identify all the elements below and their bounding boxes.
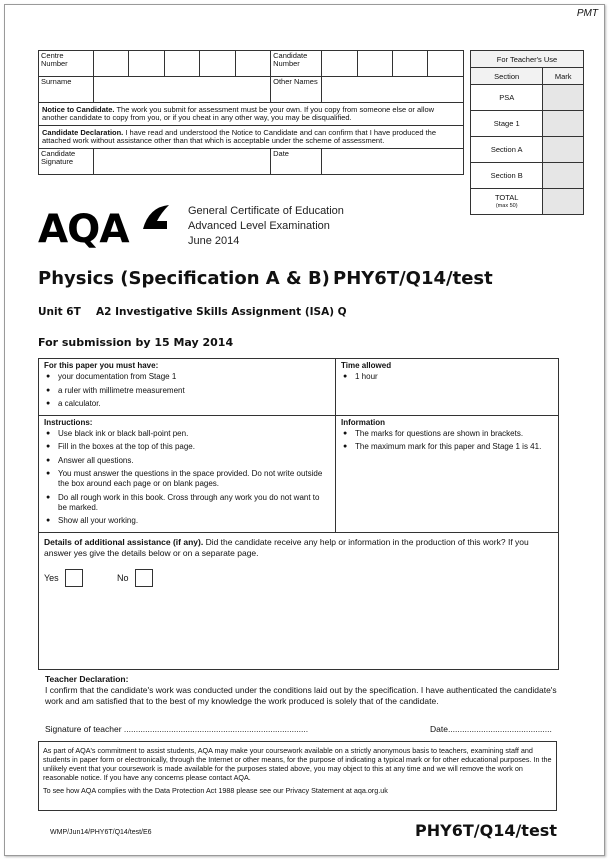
declaration-text: I have read and understood the Notice to Candidate and can confirm that I have produced the attached work without assistance other than that which is acceptable under the scheme of assessment. (42, 128, 436, 145)
centre-number-cell[interactable] (94, 51, 129, 77)
candidate-number-cell[interactable] (357, 51, 392, 77)
centre-number-cell[interactable] (235, 51, 270, 77)
no-checkbox[interactable] (135, 569, 153, 587)
total-sub-text: (max 50) (495, 202, 518, 209)
no-label: No (117, 572, 129, 583)
aqa-logo (38, 201, 178, 251)
notice-to-candidate (39, 103, 464, 126)
time-allowed (336, 359, 559, 416)
total-text: TOTAL (494, 192, 519, 202)
centre-number-cell[interactable] (200, 51, 235, 77)
teacher-declaration (45, 674, 560, 707)
date-field[interactable] (322, 149, 464, 175)
subject-title: Physics (Specification A & B) (38, 268, 330, 289)
notice-heading: Notice to Candidate. (42, 105, 115, 114)
pmt-mark: PMT (576, 8, 598, 19)
list-item: ● Show all your working. (58, 516, 330, 526)
mark-cell[interactable] (543, 163, 584, 189)
candidate-declaration (39, 126, 464, 149)
signature-label: Candidate Signature (39, 149, 94, 175)
section-row-label: Section A (471, 137, 543, 163)
paper-requirements (39, 359, 336, 416)
mark-column-header: Mark (543, 68, 584, 85)
assistance-question: Did the candidate receive any help or information in the production of this work? If you answer yes give the details below or on a separate page. (44, 536, 529, 558)
centre-number-cell[interactable] (164, 51, 199, 77)
list-item: ● The maximum mark for this paper and Stage 1 is 41. (355, 442, 553, 452)
surname-field[interactable] (94, 77, 271, 103)
privacy-text: As part of AQA's commitment to assist students, AQA may make your coursework available on a strictly anonymous basis to teachers, examining staff and students in paper form or electronically, through the Internet or other means, for the purpose of indicating a typical mark or for other educational purposes. In the unlikely event that your coursework is made available for the purposes stated above, you may object to this at any time and we will remove the work on reasonable notice. If you have any concerns please contact AQA. (43, 746, 552, 782)
mark-cell[interactable] (543, 137, 584, 163)
section-column-header: Section (471, 68, 543, 85)
aqa-logo-text: AQA (38, 207, 129, 252)
declaration-heading: Candidate Declaration. (42, 128, 124, 137)
candidate-details-box (38, 50, 464, 175)
paper-requirements-heading: For this paper you must have: (44, 361, 159, 370)
section-row-label: PSA (471, 85, 543, 111)
list-item: ● Use black ink or black ball-point pen. (58, 429, 330, 439)
list-item: ● Answer all questions. (58, 456, 330, 466)
teacher-date-line[interactable]: Date............................................ (430, 724, 552, 734)
qualification-info (188, 204, 344, 249)
information (336, 415, 559, 532)
total-label (471, 189, 543, 215)
mark-cell[interactable] (543, 111, 584, 137)
list-item: ● You must answer the questions in the space provided. Do not write outside the box around each page or on blank pages. (58, 469, 330, 489)
list-item: ● Do all rough work in this book. Cross through any work you do not want to be marked. (58, 493, 330, 513)
notice-text: The work you submit for assessment must be your own. If you copy from someone else or allow another candidate to copy from you, or if you cheat in any other way, you may be disqualified. (42, 105, 435, 122)
instructions-heading: Instructions: (44, 417, 93, 427)
teacher-signature-line[interactable]: Signature of teacher .............................................................................. (45, 724, 309, 734)
teacher-use-title: For Teacher's Use (471, 51, 584, 68)
qualification-line-1: General Certificate of Education (188, 205, 344, 217)
paper-code: PHY6T/Q14/test (333, 268, 493, 289)
teacher-declaration-text: I confirm that the candidate's work was conducted under the conditions laid out by the specification. I have authenticated the candidate's work and am satisfied that to the best of my knowledge the work produced is solely that of the candidate. (45, 685, 557, 706)
footer-reference: WMP/Jun14/PHY6T/Q14/test/E6 (50, 829, 152, 836)
exam-page (4, 4, 605, 856)
surname-label: Surname (39, 77, 94, 103)
information-heading: Information (341, 417, 385, 427)
aqa-logo-mark-icon (141, 203, 171, 233)
teacher-use-box (470, 50, 584, 215)
candidate-number-cell[interactable] (322, 51, 357, 77)
candidate-number-label: Candidate Number (271, 51, 322, 77)
time-allowed-heading: Time allowed (341, 361, 392, 370)
assistance-heading: Details of additional assistance (if any). (44, 536, 204, 547)
requirements-box (38, 358, 559, 670)
list-item: ● a calculator. (58, 399, 330, 409)
qualification-line-3: June 2014 (188, 235, 240, 247)
centre-number-cell[interactable] (129, 51, 164, 77)
centre-number-label: Centre Number (39, 51, 94, 77)
list-item: ● 1 hour (355, 372, 553, 382)
yes-label: Yes (44, 572, 59, 583)
mark-cell[interactable] (543, 85, 584, 111)
candidate-number-cell[interactable] (392, 51, 427, 77)
footer-paper-code: PHY6T/Q14/test (415, 821, 557, 840)
list-item: ● The marks for questions are shown in brackets. (355, 429, 553, 439)
unit-code: Unit 6T (38, 306, 81, 318)
yes-checkbox[interactable] (65, 569, 83, 587)
list-item: ● a ruler with millimetre measurement (58, 386, 330, 396)
section-row-label: Stage 1 (471, 111, 543, 137)
submission-date: For submission by 15 May 2014 (38, 336, 234, 349)
unit-description: A2 Investigative Skills Assignment (ISA) Q (96, 306, 347, 318)
list-item: ● your documentation from Stage 1 (58, 372, 330, 382)
privacy-statement-link[interactable]: To see how AQA complies with the Data Protection Act 1988 please see our Privacy Statement at aqa.org.uk (43, 786, 388, 795)
qualification-line-2: Advanced Level Examination (188, 220, 330, 232)
instructions (39, 415, 336, 532)
date-label: Date (271, 149, 322, 175)
total-mark-cell[interactable] (543, 189, 584, 215)
other-names-label: Other Names (271, 77, 322, 103)
teacher-declaration-heading: Teacher Declaration: (45, 674, 129, 684)
list-item: ● Fill in the boxes at the top of this page. (58, 442, 330, 452)
candidate-number-cell[interactable] (428, 51, 464, 77)
signature-field[interactable] (94, 149, 271, 175)
other-names-field[interactable] (322, 77, 464, 103)
section-row-label: Section B (471, 163, 543, 189)
privacy-notice (38, 741, 557, 811)
additional-assistance (39, 532, 559, 669)
